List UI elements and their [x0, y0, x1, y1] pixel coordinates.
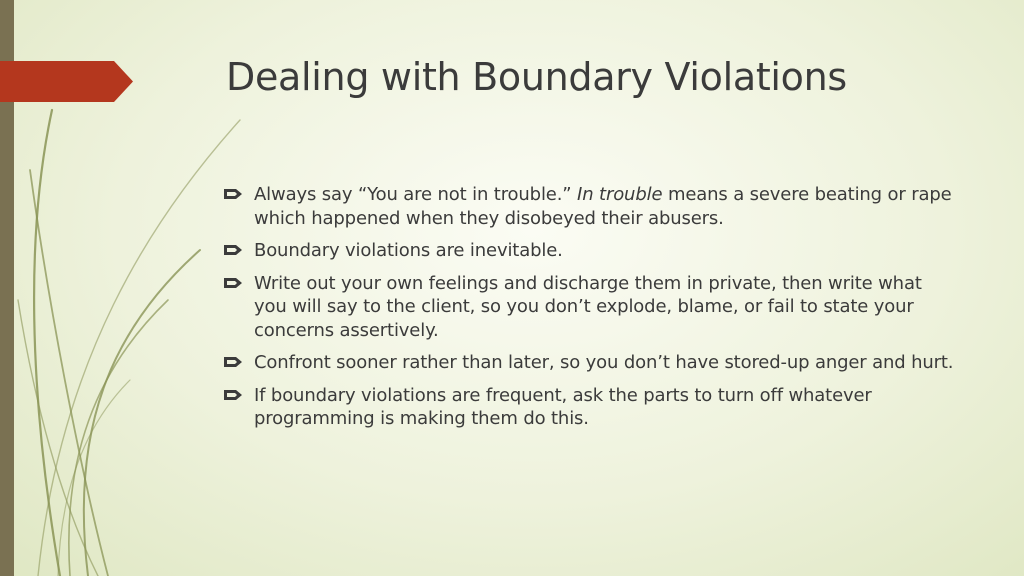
arrow-bullet-icon [224, 390, 242, 400]
bullet-text: Write out your own feelings and discharge them in private, then write what you will say to the client, so you don’t explode, blame, or fail to state your concerns assertively. [254, 272, 922, 341]
bullet-text-continued: means a severe beating or rape which happened when they disobeyed their abusers. [254, 184, 952, 229]
slide-title: Dealing with Boundary Violations [226, 55, 847, 99]
bullet-emphasis: In trouble [577, 184, 663, 205]
bullet-item [222, 239, 957, 263]
arrow-bullet-icon [224, 357, 242, 367]
arrow-bullet-icon [224, 278, 242, 288]
arrow-bullet-icon [224, 189, 242, 199]
bullet-text: Confront sooner rather than later, so you don’t have stored-up anger and hurt. [254, 352, 954, 373]
bullet-item [222, 272, 957, 343]
bullet-item [222, 351, 957, 375]
bullet-text: If boundary violations are frequent, ask the parts to turn off whatever programming is making them do this. [254, 384, 872, 429]
bullet-text: Boundary violations are inevitable. [254, 240, 563, 261]
bullet-item [222, 384, 957, 431]
bullet-text: Always say “You are not in trouble.” [254, 184, 578, 205]
bullet-item [222, 183, 957, 230]
bullet-list [222, 183, 957, 440]
accent-arrow-banner [0, 61, 133, 102]
arrow-bullet-icon [224, 245, 242, 255]
